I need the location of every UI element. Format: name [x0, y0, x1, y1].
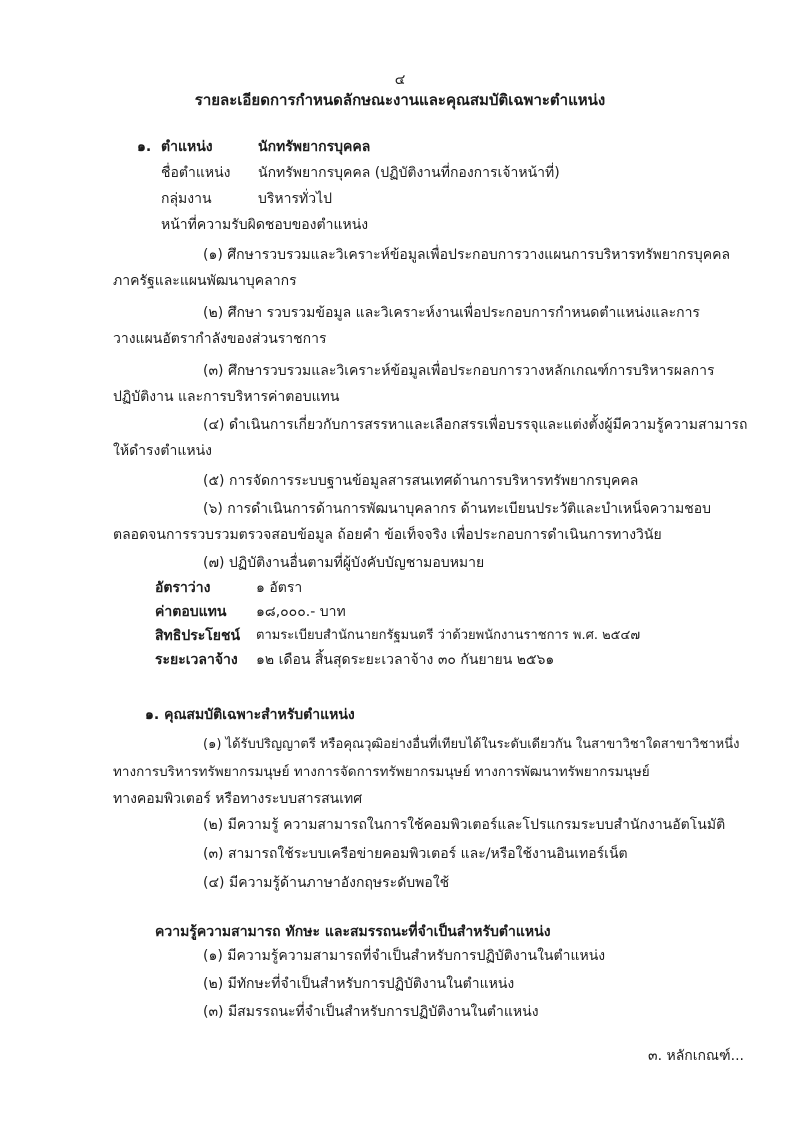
detail-value-benefits: ตามระเบียบสำนักนายกรัฐมนตรี ว่าด้วยพนักงานราชการ พ.ศ. ๒๕๔๗ [256, 628, 641, 643]
qualification-item: (๓) สามารถใช้ระบบเครือข่ายคอมพิวเตอร์ และ/หรือใช้งานอินเทอร์เน็ต [203, 846, 628, 862]
qualification-item: (๑) ได้รับปริญญาตรี หรือคุณวุฒิอย่างอื่นที่เทียบได้ในระดับเดียวกัน ในสาขาวิชาใดสาขาวิชาหนึ่ง [203, 737, 740, 752]
duty-item-cont: ให้ดำรงตำแหน่ง [113, 443, 212, 459]
duty-item: (๑) ศึกษารวบรวมและวิเคราะห์ข้อมูลเพื่อประกอบการวางแผนการบริหารทรัพยากรบุคคล [203, 247, 731, 263]
duty-item: (๔) ดำเนินการเกี่ยวกับการสรรหาและเลือกสรรเพื่อบรรจุและแต่งตั้งผู้มีความรู้ความสามารถ [203, 417, 748, 433]
duty-item: (๓) ศึกษารวบรวมและวิเคราะห์ข้อมูลเพื่อประกอบการวางหลักเกณฑ์การบริหารผลการ [203, 363, 715, 379]
detail-label-salary: ค่าตอบแทน [155, 604, 227, 620]
competency-item: (๒) มีทักษะที่จำเป็นสำหรับการปฏิบัติงานในตำแหน่ง [203, 976, 515, 992]
detail-label-vacancy: อัตราว่าง [155, 580, 211, 596]
competency-item: (๑) มีความรู้ความสามารถที่จำเป็นสำหรับการปฏิบัติงานในตำแหน่ง [203, 948, 606, 964]
duty-item: (๒) ศึกษา รวบรวมข้อมูล และวิเคราะห์งานเพื่อประกอบการกำหนดตำแหน่งและการ [203, 305, 700, 321]
qualification-item-cont: ทางคอมพิวเตอร์ หรือทางระบบสารสนเทศ [113, 791, 363, 807]
page-number: ๔ [394, 72, 406, 88]
qualifications-heading: ๑. คุณสมบัติเฉพาะสำหรับตำแหน่ง [145, 707, 355, 723]
duty-item-cont: ปฏิบัติงาน และการบริหารค่าตอบแทน [113, 389, 340, 405]
position-label: ตำแหน่ง [161, 139, 213, 155]
qualification-item-cont: ทางการบริหารทรัพยากรมนุษย์ ทางการจัดการทรัพยากรมนุษย์ ทางการพัฒนาทรัพยากรมนุษย์ [113, 764, 650, 780]
title-value: นักทรัพยากรบุคคล (ปฏิบัติงานที่กองการเจ้าหน้าที่) [258, 165, 560, 181]
detail-label-benefits: สิทธิประโยชน์ [155, 628, 241, 644]
qualification-item: (๒) มีความรู้ ความสามารถในการใช้คอมพิวเตอร์และโปรแกรมระบบสำนักงานอัตโนมัติ [203, 817, 726, 833]
duty-item-cont: ตลอดจนการรวบรวมตรวจสอบข้อมูล ถ้อยคำ ข้อเท็จจริง เพื่อประกอบการดำเนินการทางวินัย [113, 527, 662, 543]
position-value: นักทรัพยากรบุคคล [258, 139, 371, 155]
competencies-heading: ความรู้ความสามารถ ทักษะ และสมรรถนะที่จำเป็นสำหรับตำแหน่ง [155, 924, 551, 940]
detail-value-duration: ๑๒ เดือน สิ้นสุดระยะเวลาจ้าง ๓๐ กันยายน ๒๕๖๑ [256, 652, 555, 668]
group-label: กลุ่มงาน [161, 191, 212, 207]
competency-item: (๓) มีสมรรถนะที่จำเป็นสำหรับการปฏิบัติงานในตำแหน่ง [203, 1004, 539, 1020]
page-title: รายละเอียดการกำหนดลักษณะงานและคุณสมบัติเฉพาะตำแหน่ง [194, 91, 606, 109]
position-index: ๑. [137, 139, 152, 155]
title-label: ชื่อตำแหน่ง [161, 165, 231, 181]
duties-heading: หน้าที่ความรับผิดชอบของตำแหน่ง [161, 217, 369, 233]
detail-value-vacancy: ๑ อัตรา [256, 580, 303, 596]
qualification-item: (๔) มีความรู้ด้านภาษาอังกฤษระดับพอใช้ [203, 875, 450, 891]
duty-item-cont: วางแผนอัตรากำลังของส่วนราชการ [113, 331, 327, 347]
group-value: บริหารทั่วไป [258, 191, 333, 207]
duty-item-cont: ภาครัฐและแผนพัฒนาบุคลากร [113, 273, 297, 289]
detail-label-duration: ระยะเวลาจ้าง [155, 652, 238, 668]
duty-item: (๕) การจัดการระบบฐานข้อมูลสารสนเทศด้านการบริหารทรัพยากรบุคคล [203, 473, 639, 489]
detail-value-salary: ๑๘,๐๐๐.- บาท [256, 604, 346, 620]
duty-item: (๗) ปฏิบัติงานอื่นตามที่ผู้บังคับบัญชามอบหมาย [203, 555, 485, 571]
continuation-note: ๓. หลักเกณฑ์... [648, 1048, 744, 1064]
duty-item: (๖) การดำเนินการด้านการพัฒนาบุคลากร ด้านทะเบียนประวัติและบำเหน็จความชอบ [203, 501, 712, 517]
